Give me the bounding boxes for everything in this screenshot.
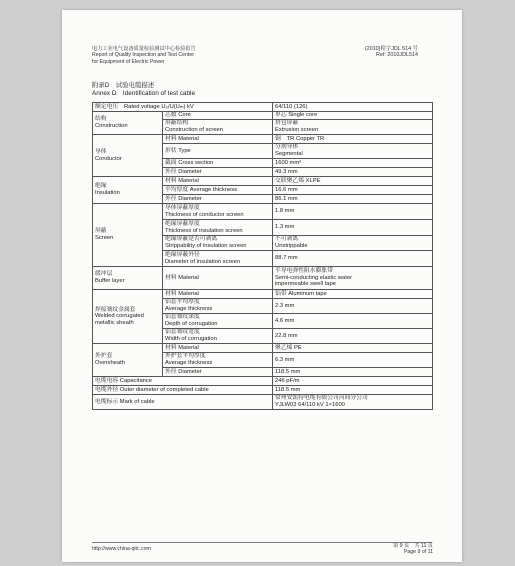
cell-text: 导体屏蔽厚度 [165,204,200,211]
buffer-layer-label [93,267,163,290]
cell-text: 铝套皱纹深度 [165,314,200,321]
cell-text: Depth of corrugation [165,321,218,327]
buffer-material-label: 材料 Material [163,267,273,290]
footer-divider [92,542,432,543]
cell-text: 不可剥离 [275,236,299,243]
cell-text: 额定电压 Rated voltage U₀/U(Uₘ) kV [95,103,194,110]
cell-text: Diameter of insulation screen [165,258,241,265]
cell-text: 结构 [95,116,107,123]
screen-diameter-value: 88.7 mm [273,251,433,267]
cell-text: 挤包屏蔽 [275,120,299,127]
cell-text: 半导电弹性阻水膨胀带 [275,268,333,275]
strippability-label [163,236,273,251]
conductor-diameter-label: 外径 Diameter [163,168,273,177]
screen-diameter-label [163,251,273,267]
cell-text: 绝缘屏蔽厚度 [165,220,200,227]
strippability-value [273,236,433,251]
screen-label [93,204,163,267]
insulation-thickness-value: 16.6 mm [273,186,433,195]
page-number [393,543,433,556]
page-number-en: Page 9 of 11 [403,549,433,556]
buffer-material-value [273,267,433,290]
header-title-en-1: Report of Quality Inspection and Test Center [92,52,194,59]
cores-value: 单芯 Single core [273,112,433,120]
rated-voltage-label [93,103,273,112]
conductor-screen-thickness-label [163,204,273,220]
corrugation-width-value: 22.8 mm [273,329,433,344]
table-row [93,112,433,120]
oversheath-diameter-label: 外径 Diameter [163,368,273,377]
conductor-material-value: 铜 TR Copper TR [273,135,433,144]
cable-mark-label: 电缆标示 Mark of cable [93,395,273,410]
annex-title-en: Annex D Identification of test cable [92,90,196,97]
conductor-type-value [273,144,433,159]
cell-text: YJLW03 64/110 kV 1×1600 [275,402,345,408]
metallic-sheath-label [93,290,163,344]
cell-text: 绝缘 [95,183,107,190]
cell-text: Thickness of conductor screen [165,211,244,218]
cell-text: 绝缘屏蔽是否可剥离 [165,236,218,243]
outer-diameter-value: 118.5 mm [273,386,433,395]
cell-text: 铝套平均厚度 [165,299,200,306]
insulation-diameter-label: 外径 Diameter [163,195,273,204]
insulation-screen-thickness-label [163,220,273,236]
rated-voltage-value: 64/110 (126) [273,103,433,112]
corrugation-depth-label [163,314,273,329]
report-header-left [92,46,196,65]
insulation-thickness-label: 平均厚度 Average thickness [163,186,273,195]
cell-text: Average thickness [165,360,213,366]
conductor-section-value: 1600 mm² [273,159,433,168]
cell-text: Thickness of insulation screen [165,227,243,234]
table-row [93,344,433,353]
sheath-thickness-value: 2.3 mm [273,299,433,314]
cell-text: Buffer layer [95,278,125,284]
header-title-cn: 电力工业电气设备质量检验测试中心检验报告 [92,46,196,52]
cell-text: 缓冲层 [95,271,113,278]
cell-text: Oversheath [95,360,125,366]
cell-text: Average thickness [165,306,213,312]
cell-text: 常州安凯特电缆有限公司河间分公司 [275,395,368,402]
conductor-diameter-value: 49.3 mm [273,168,433,177]
cell-text: Welded corrugated [95,313,144,320]
cell-text: Construction [95,123,128,129]
report-header-right [365,46,418,59]
insulation-label [93,177,163,204]
cell-text: 导体 [95,148,107,155]
cable-mark-value [273,395,433,410]
cell-text: Semi-conducting elastic water [275,274,353,281]
table-row [93,204,433,220]
conductor-type-label: 形状 Type [163,144,273,159]
insulation-diameter-value: 86.1 mm [273,195,433,204]
conductor-section-label: 截面 Cross section [163,159,273,168]
page-number-cn: 第 9 页 共 11 页 [393,543,433,549]
annex-title [92,82,195,98]
cell-text: Screen [95,235,114,241]
capacitance-value: 246 pF/m [273,377,433,386]
conductor-screen-thickness-value: 1.8 mm [273,204,433,220]
oversheath-thickness-value: 6.3 mm [273,353,433,368]
construction-screen-label [163,120,273,135]
table-row [93,103,433,112]
construction-screen-value [273,120,433,135]
insulation-material-label: 材料 Material [163,177,273,186]
insulation-material-value: 交联聚乙烯 XLPE [273,177,433,186]
oversheath-material-value: 聚乙烯 PE [273,344,433,353]
oversheath-thickness-label [163,353,273,368]
cell-text: Construction of screen [165,127,223,133]
table-row [93,135,433,144]
cell-text: 绝缘屏蔽外径 [165,251,200,258]
cell-text: impermeable swell tape [275,281,336,288]
cell-text: Segmental [275,151,303,157]
corrugation-depth-value: 4.6 mm [273,314,433,329]
corrugation-width-label [163,329,273,344]
table-row [93,177,433,186]
cell-text: 外护套平均厚度 [165,353,206,360]
conductor-label [93,135,163,177]
cell-text: Insulation [95,190,120,196]
oversheath-material-label: 材料 Material [163,344,273,353]
report-number-cn: (2010)检字JDL 514 号 [364,46,418,52]
cell-text: Extrusion screen [275,127,319,133]
annex-title-cn: 附录D 试验电缆描述 [92,82,155,89]
conductor-material-label: 材料 Material [163,135,273,144]
sheath-thickness-label [163,299,273,314]
header-title-en-2: for Equipment of Electric Power [92,58,165,65]
table-row [93,290,433,299]
report-ref: Ref: 2010JDL514 [376,52,418,59]
cell-text: Width of corrugation [165,336,217,342]
capacitance-label: 电缆电容 Capacitance [93,377,273,386]
construction-label [93,112,163,135]
cores-label: 芯数 Core [163,112,273,120]
insulation-screen-thickness-value: 1.3 mm [273,220,433,236]
table-row [93,267,433,290]
cell-text: Unstrippable [275,243,308,249]
sheath-material-value: 铝带 Aluminum tape [273,290,433,299]
sheath-material-label: 材料 Material [163,290,273,299]
footer-url: http://www.china-qitc.com [92,546,151,552]
cell-text: 屏蔽结构 [165,120,189,127]
cell-text: 铝套皱纹宽度 [165,329,200,336]
oversheath-label [93,344,163,377]
table-row [93,377,433,386]
table-row [93,395,433,410]
table-row [93,386,433,395]
cable-spec-table [92,102,433,410]
cell-text: 屏蔽 [95,228,107,235]
cell-text: Conductor [95,155,122,162]
outer-diameter-label: 电缆外径 Outer diameter of completed cable [93,386,273,395]
oversheath-diameter-value: 118.5 mm [273,368,433,377]
cell-text: 分割导体 [275,144,299,151]
cell-text: 外护套 [95,353,113,360]
cell-text: metallic sheath [95,319,134,326]
cell-text: Strippability of insulation screen [165,243,247,249]
cell-text: 焊接皱纹金属套 [95,306,136,313]
